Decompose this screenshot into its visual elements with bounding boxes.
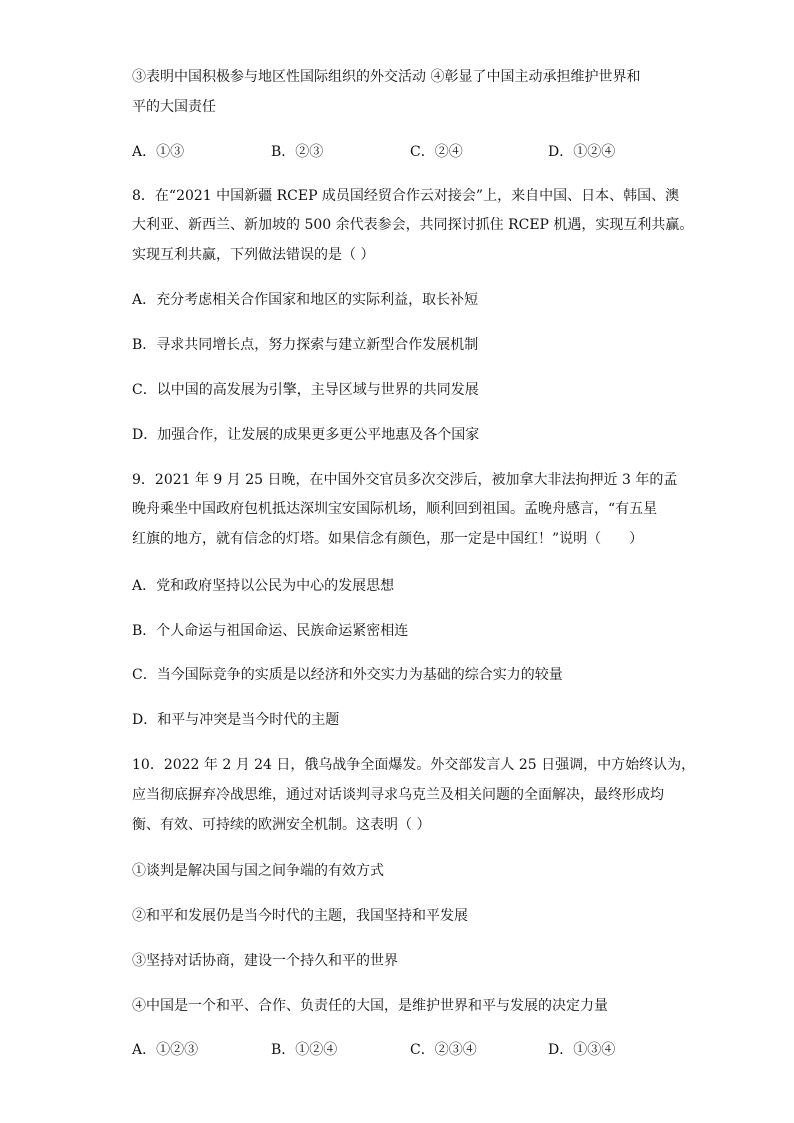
q8-option-a: A．充分考虑相关合作国家和地区的实际利益，取长补短 bbox=[132, 292, 479, 308]
q10-option-d: D．①③④ bbox=[548, 1042, 616, 1058]
q10-option-b: B．①②④ bbox=[271, 1042, 338, 1058]
q10-option-c: C．②③④ bbox=[410, 1042, 477, 1058]
q10-statement-2: ②和平和发展仍是当今时代的主题，我国坚持和平发展 bbox=[132, 908, 468, 924]
q8-option-d: D．加强合作，让发展的成果更多更公平地惠及各个国家 bbox=[132, 427, 480, 443]
q9-stem-line-3: 红旗的地方，就有信念的灯塔。如果信念有颜色，那一定是中国红！”说明（ ） bbox=[132, 531, 644, 547]
q7-option-d: D．①②④ bbox=[548, 144, 616, 160]
q9-stem-line-1: 9．2021 年 9 月 25 日晚，在中国外交官员多次交涉后，被加拿大非法拘押近 3 年的孟 bbox=[132, 472, 678, 488]
q9-option-b: B．个人命运与祖国命运、民族命运紧密相连 bbox=[132, 623, 409, 639]
q8-stem-line-1: 8．在“2021 中国新疆 RCEP 成员国经贸合作云对接会”上，来自中国、日本、韩国、澳 bbox=[132, 188, 680, 204]
q8-option-b: B．寻求共同增长点，努力探索与建立新型合作发展机制 bbox=[132, 337, 479, 353]
q10-stem-line-3: 衡、有效、可持续的欧洲安全机制。这表明（ ） bbox=[132, 817, 431, 833]
q9-option-c: C．当今国际竞争的实质是以经济和外交实力为基础的综合实力的较量 bbox=[132, 667, 563, 683]
q10-statement-3: ③坚持对话协商，建设一个持久和平的世界 bbox=[132, 953, 398, 969]
q9-option-a: A．党和政府坚持以公民为中心的发展思想 bbox=[132, 578, 395, 594]
q8-option-c: C．以中国的高发展为引擎，主导区域与世界的共同发展 bbox=[132, 382, 479, 398]
q10-stem-line-1: 10．2022 年 2 月 24 日，俄乌战争全面爆发。外交部发言人 25 日强调，中方始终认为， bbox=[132, 757, 696, 773]
q10-statement-4: ④中国是一个和平、合作、负责任的大国，是维护世界和平与发展的决定力量 bbox=[132, 998, 608, 1014]
q10-stem-line-2: 应当彻底摒弃冷战思维，通过对话谈判寻求乌克兰及相关问题的全面解决，最终形成均 bbox=[132, 787, 664, 803]
q9-stem-line-2: 晚舟乘坐中国政府包机抵达深圳宝安国际机场，顺利回到祖国。孟晚舟感言，“有五星 bbox=[132, 501, 658, 517]
q8-stem-line-3: 实现互利共赢，下列做法错误的是（ ） bbox=[132, 247, 375, 263]
q10-statement-1: ①谈判是解决国与国之间争端的有效方式 bbox=[132, 863, 384, 879]
q10-option-a: A．①②③ bbox=[132, 1042, 199, 1058]
q7-statement-line-2: 平的大国责任 bbox=[132, 99, 216, 115]
q7-statement-line-1: ③表明中国积极参与地区性国际组织的外交活动 ④彰显了中国主动承担维护世界和 bbox=[132, 69, 641, 85]
q7-option-b: B．②③ bbox=[271, 144, 324, 160]
q8-stem-line-2: 大利亚、新西兰、新加坡的 500 余代表参会，共同探讨抓住 RCEP 机遇，实现互利共赢。 bbox=[132, 217, 694, 233]
q7-option-c: C．②④ bbox=[410, 144, 463, 160]
q7-option-a: A．①③ bbox=[132, 144, 185, 160]
q9-option-d: D．和平与冲突是当今时代的主题 bbox=[132, 712, 340, 728]
